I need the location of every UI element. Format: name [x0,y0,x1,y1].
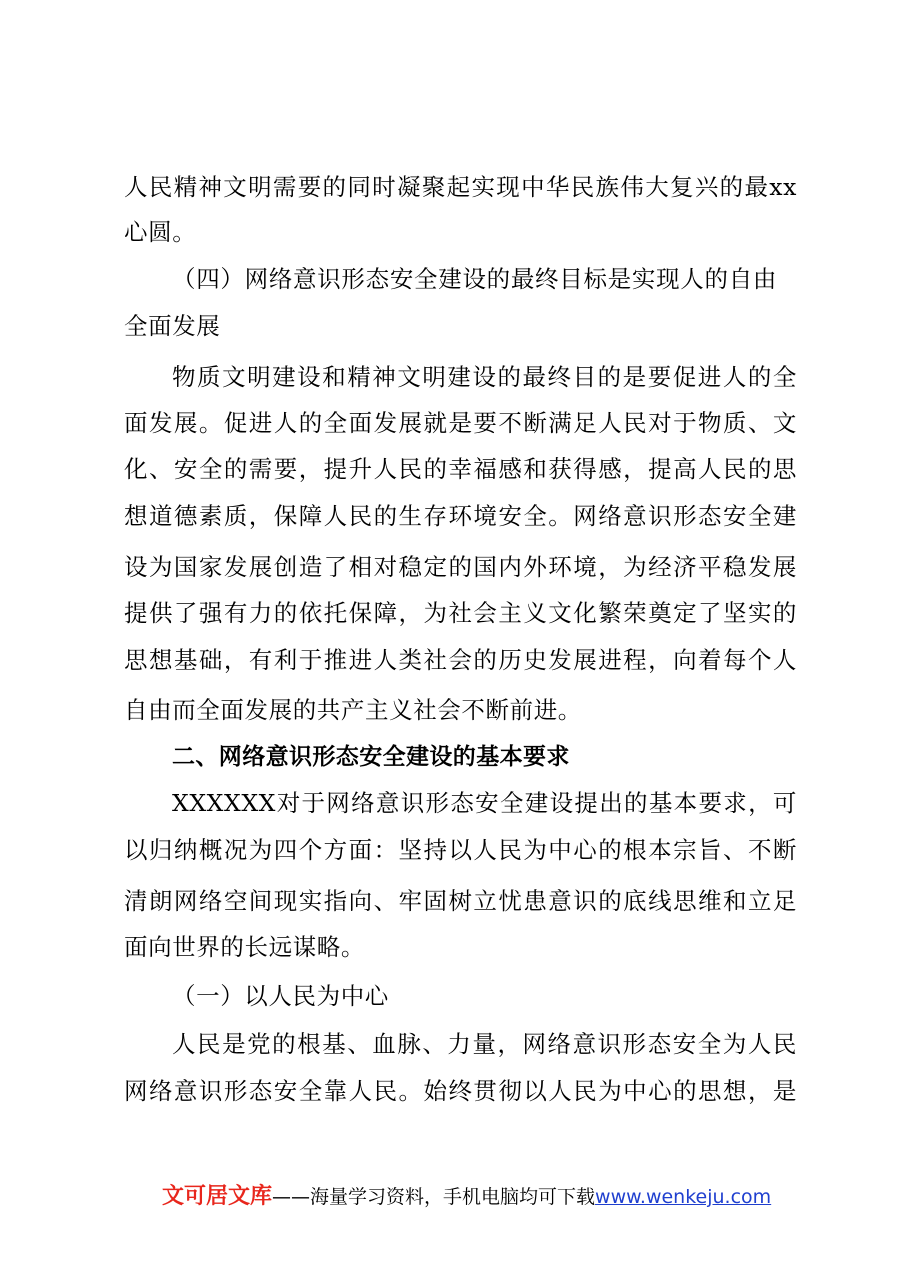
paragraph-line: 人民精神文明需要的同时凝聚起实现中华民族伟大复兴的最xx [124,173,797,201]
section-heading-4: （四）网络意识形态安全建设的最终目标是实现人的自由 [172,265,777,293]
paragraph-line: 面向世界的长远谋略。 [124,933,365,961]
section-heading-4-cont: 全面发展 [124,312,221,340]
paragraph-line: 化、安全的需要，提升人民的幸福感和获得感，提高人民的思 [124,455,797,483]
paragraph-line: XXXXXX对于网络意识形态安全建设提出的基本要求，可 [172,789,797,817]
paragraph-line: 网络意识形态安全靠人民。始终贯彻以人民为中心的思想，是 [124,1077,797,1105]
paragraph-line: 清朗网络空间现实指向、牢固树立忧患意识的底线思维和立足 [124,887,797,915]
paragraph-line: 思想基础，有利于推进人类社会的历史发展进程，向着每个人 [124,646,797,674]
paragraph-line: 设为国家发展创造了相对稳定的国内外环境，为经济平稳发展 [124,553,797,581]
paragraph-line: 心圆。 [124,218,197,246]
subsection-heading: （一）以人民为中心 [172,982,389,1010]
paragraph-line: 以归纳概况为四个方面：坚持以人民为中心的根本宗旨、不断 [124,836,797,864]
paragraph-line: 物质文明建设和精神文明建设的最终目的是要促进人的全 [172,363,797,391]
chapter-heading: 二、网络意识形态安全建设的基本要求 [172,744,570,770]
footer-link[interactable]: www.wenkeju.com [595,1186,772,1208]
footer-slogan: ——海量学习资料，手机电脑均可下载 [272,1186,596,1208]
paragraph-line: 自由而全面发展的共产主义社会不断前进。 [124,696,582,724]
footer-banner [162,1182,771,1212]
paragraph-line: 人民是党的根基、血脉、力量，网络意识形态安全为人民 [172,1030,797,1058]
paragraph-line: 面发展。促进人的全面发展就是要不断满足人民对于物质、文 [124,409,797,437]
paragraph-line: 想道德素质，保障人民的生存环境安全。网络意识形态安全建 [124,502,797,530]
footer-brand: 文可居文库 [162,1184,273,1209]
paragraph-line: 提供了强有力的依托保障，为社会主义文化繁荣奠定了坚实的 [124,599,797,627]
